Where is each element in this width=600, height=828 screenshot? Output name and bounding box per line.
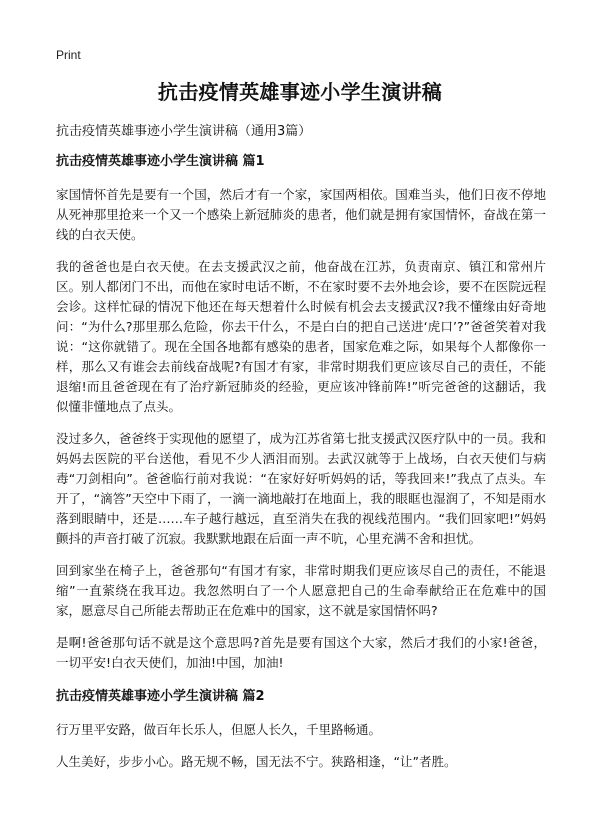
document-body [56,150,546,784]
print-link[interactable]: Print [56,48,81,62]
paragraph: 家国情怀首先是要有一个国，然后才有一个家，家国两相依。国难当头，他们日夜不停地从死神那里抢来一个又一个感染上新冠肺炎的患者，他们就是拥有家国情怀，奋战在第一线的白衣天使。 [56,187,546,242]
paragraph: 行万里平安路，做百年长乐人，但愿人长久，千里路畅通。 [56,722,382,737]
section-heading-1: 抗击疫情英雄事迹小学生演讲稿 篇1 [56,154,265,169]
paragraph: 人生美好，步步小心。路无规不畅，国无法不宁。狭路相逢，“让”者胜。 [56,754,457,769]
paragraph: 回到家坐在椅子上，爸爸那句“有国才有家，非常时期我们更应该尽自己的责任，不能退缩”一直萦绕在我耳边。我忽然明白了一个人愿意把自己的生命奉献给正在危难中的国家，愿意尽自己所能去帮助正在危难中的国家，这不就是家国情怀吗? [56,563,546,618]
paragraph: 是啊!爸爸那句话不就是这个意思吗?首先是要有国这个大家，然后才我们的小家!爸爸，一切平安!白衣天使们，加油!中国，加油! [56,635,546,670]
page-title: 抗击疫情英雄事迹小学生演讲稿 [157,80,443,104]
paragraph: 我的爸爸也是白衣天使。在去支援武汉之前，他奋战在江苏，负责南京、镇江和常州片区。别人都闭门不出，而他在家时电话不断，不在家时要不去外地会诊，要不在医院远程会诊。这样忙碌的情况下他还在每天想着什么时候有机会去支援武汉?我不懂缘由好奇地问：“为什么?那里那么危险，你去干什么，不是白白的把自己送进‘虎口’?”爸爸笑着对我说：“这你就错了。现在全国各地都有感染的患者，国家危难之际，如果每个人都像你一样，那么又有谁会去前线奋战呢?有国才有家，非常时期我们更应该尽自己的责任，不能退缩!而且爸爸现在有了治疗新冠肺炎的经验，更应该冲锋前阵!”听完爸爸的这翻话，我似懂非懂地点了点头。 [56,259,546,414]
section-heading-2: 抗击疫情英雄事迹小学生演讲稿 篇2 [56,689,265,704]
document-subtitle: 抗击疫情英雄事迹小学生演讲稿（通用3篇） [56,124,312,139]
paragraph: 没过多久，爸爸终于实现他的愿望了，成为江苏省第七批支援武汉医疗队中的一员。我和妈妈去医院的平台送他，看见不少人洒泪而别。去武汉就等于上战场，白衣天使们与病毒“刀剑相向”。爸爸临行前对我说：“在家好好听妈妈的话，等我回来!”我点了点头。车开了，“滴答”天空中下雨了，一滴一滴地敲打在地面上，我的眼眶也湿润了，不知是雨水落到眼睛中，还是……车子越行越远，直至消失在我的视线范围内。“我们回家吧!”妈妈颤抖的声音打破了沉寂。我默默地跟在后面一声不吭，心里充满不舍和担忧。 [56,431,546,546]
